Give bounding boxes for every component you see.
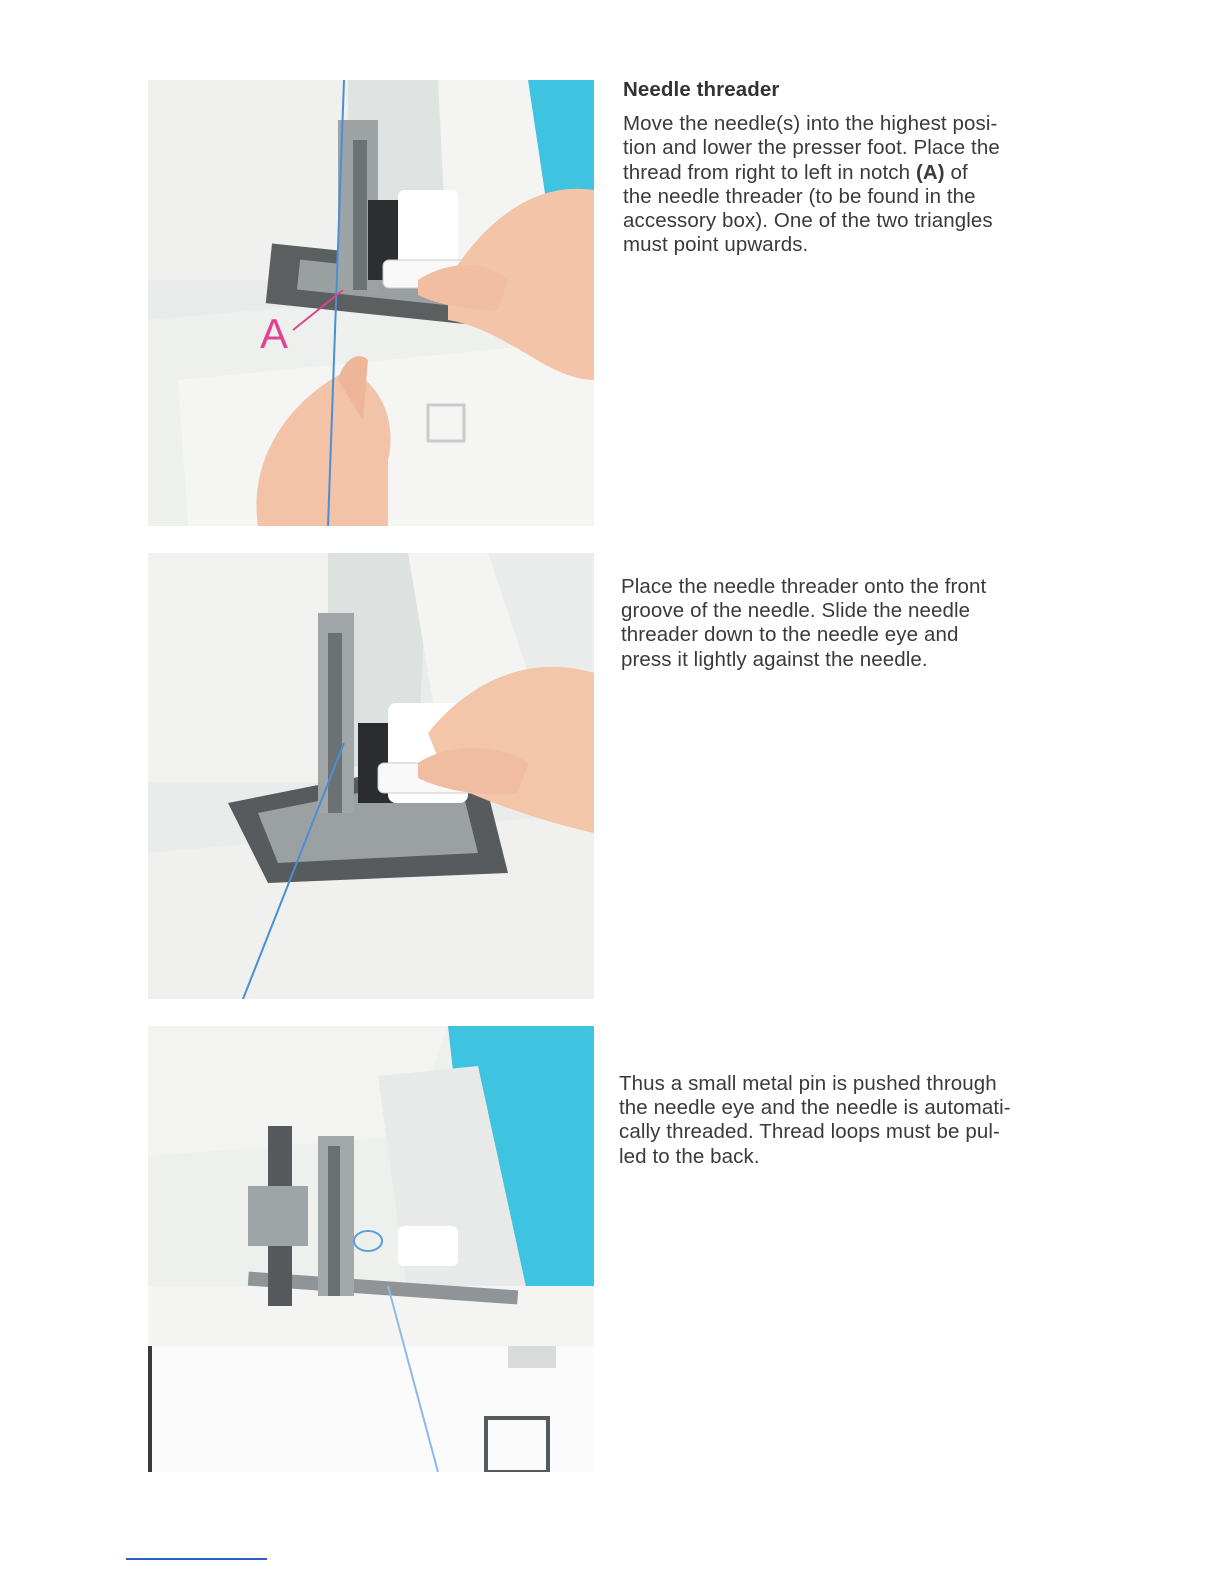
photo-1-illustration — [148, 80, 594, 526]
photo-threader-on-needle — [148, 553, 594, 999]
text-line: Move the needle(s) into the highest posi- — [623, 112, 998, 136]
photo-3-illustration — [148, 1026, 594, 1472]
text-line: Place the needle threader onto the front — [621, 575, 987, 598]
text-line-notch — [623, 161, 1073, 185]
text-line: the needle threader (to be found in the — [623, 184, 976, 208]
text-line: groove of the needle. Slide the needle — [621, 599, 971, 623]
text-line: the needle eye and the needle is automati- — [619, 1096, 1011, 1120]
text-line: tion and lower the presser foot. Place the — [623, 136, 1000, 160]
text-fragment: thread from right to left in notch — [623, 160, 916, 184]
text-line: Thus a small metal pin is pushed through — [619, 1072, 997, 1095]
section-automatic-threading — [619, 1072, 1069, 1169]
text-fragment: of — [944, 160, 968, 184]
text-line: press it lightly against the needle. — [621, 647, 928, 671]
text-line: accessory box). One of the two triangles — [623, 209, 993, 233]
photo-2-illustration — [148, 553, 594, 999]
text-line: threader down to the needle eye and — [621, 623, 959, 647]
text-line: cally threaded. Thread loops must be pul- — [619, 1120, 1000, 1144]
footer-rule — [126, 1558, 267, 1560]
text-line: must point upwards. — [623, 233, 809, 257]
photo-needle-threaded — [148, 1026, 594, 1472]
photo-label-a: A — [260, 310, 289, 357]
section-heading: Needle threader — [623, 78, 780, 101]
section-place-threader — [621, 575, 1071, 672]
notch-reference: (A) — [915, 160, 945, 184]
photo-needle-threader-notch — [148, 80, 594, 526]
section-needle-threader — [623, 78, 1073, 257]
text-line: led to the back. — [619, 1144, 760, 1168]
